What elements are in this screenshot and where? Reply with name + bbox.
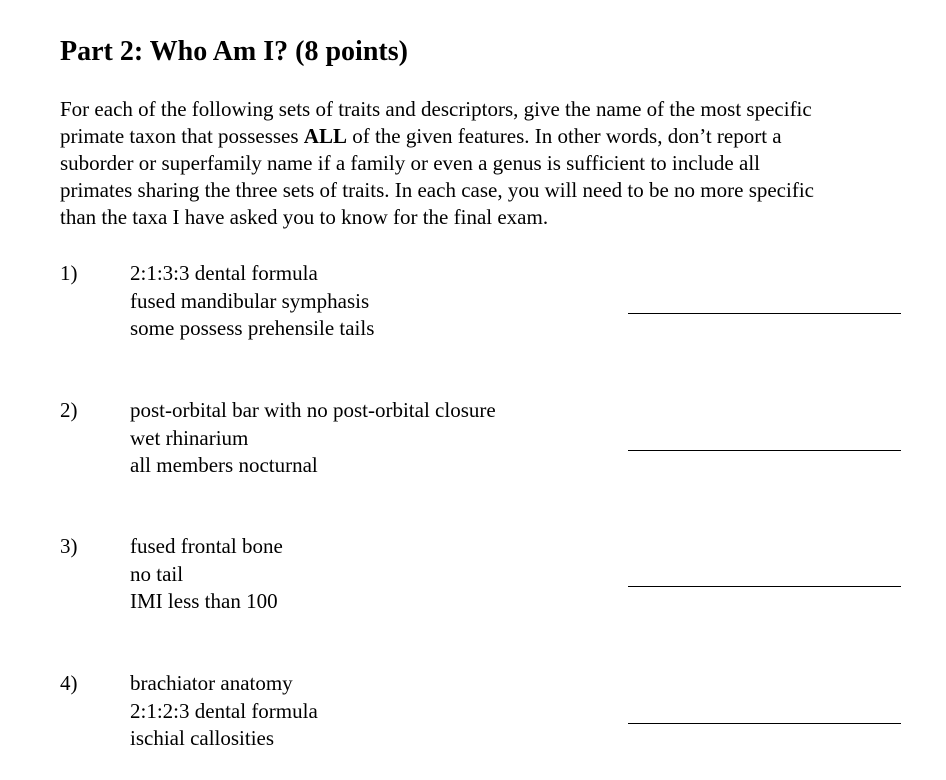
trait-item: some possess prehensile tails [130, 316, 375, 340]
trait-item: 2:1:3:3 dental formula [130, 261, 318, 285]
trait-item: no tail [130, 561, 184, 586]
trait-list [130, 670, 318, 753]
trait-item: post-orbital bar with no post-orbital closure [130, 398, 496, 422]
answer-blank[interactable] [628, 313, 901, 314]
instructions-line: primates sharing the three sets of traits. In each case, you will need to be no more specific [60, 178, 814, 202]
question-3 [60, 533, 920, 623]
instructions-line: suborder or superfamily name if a family or even a genus is sufficient to include all [60, 151, 760, 175]
instructions-line: For each of the following sets of traits and descriptors, give the name of the most specific [60, 97, 812, 121]
trait-item: fused mandibular symphasis [130, 288, 370, 313]
question-number: 4) [60, 671, 78, 695]
trait-item: IMI less than 100 [130, 589, 278, 613]
instructions-paragraph [60, 96, 930, 231]
question-number: 3) [60, 534, 78, 558]
trait-item: 2:1:2:3 dental formula [130, 698, 318, 723]
trait-list [130, 260, 374, 343]
question-2 [60, 397, 920, 487]
question-number: 2) [60, 398, 78, 422]
emphasis-all: ALL [303, 124, 347, 148]
answer-blank[interactable] [628, 723, 901, 724]
trait-item: wet rhinarium [130, 425, 249, 450]
question-4 [60, 670, 920, 760]
trait-item: ischial callosities [130, 726, 275, 750]
answer-blank[interactable] [628, 586, 901, 587]
question-number: 1) [60, 261, 78, 285]
question-1 [60, 260, 920, 350]
trait-item: all members nocturnal [130, 453, 318, 477]
instructions-line: primate taxon that possesses ALL of the given features. In other words, don’t report a [60, 124, 782, 148]
page-title: Part 2: Who Am I? (8 points) [60, 36, 408, 67]
trait-list [130, 397, 496, 480]
instructions-line: than the taxa I have asked you to know for the final exam. [60, 205, 549, 229]
trait-list [130, 533, 283, 616]
answer-blank[interactable] [628, 450, 901, 451]
trait-item: brachiator anatomy [130, 671, 293, 695]
trait-item: fused frontal bone [130, 534, 283, 558]
